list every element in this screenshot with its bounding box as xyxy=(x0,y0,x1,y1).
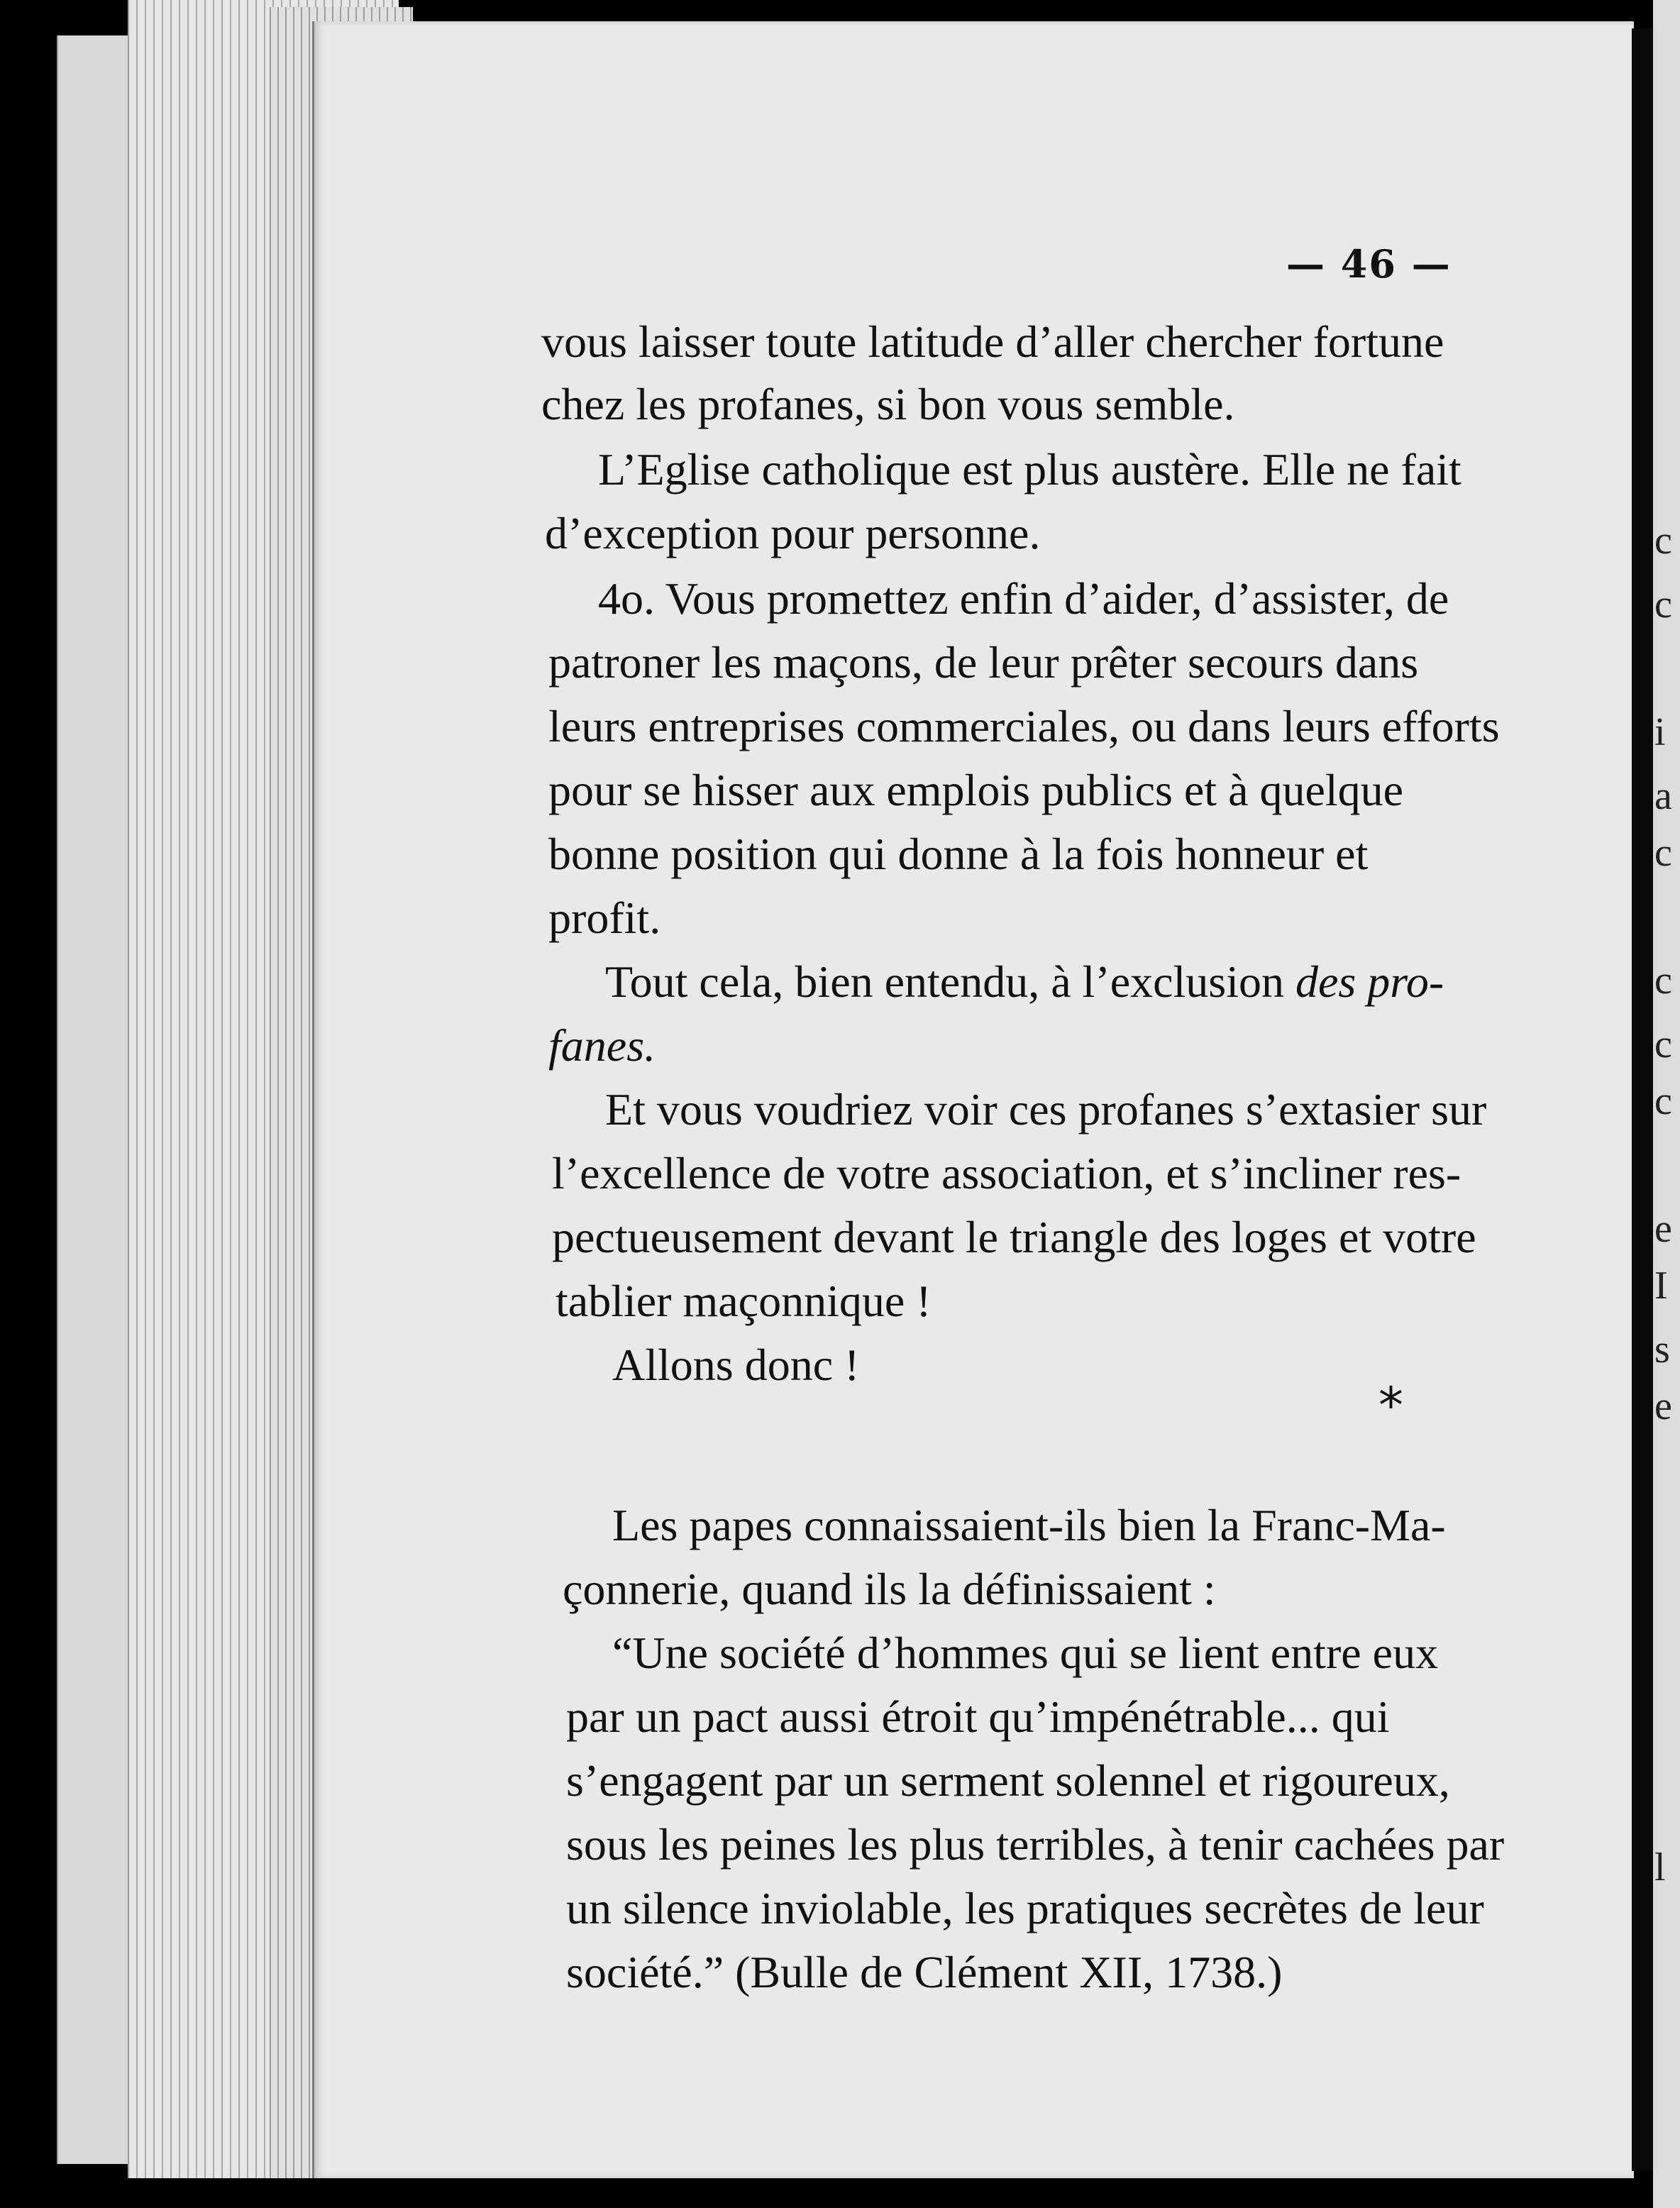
text-line: société.” (Bulle de Clément XII, 1738.) xyxy=(566,1947,1283,1997)
bleed-letter: i xyxy=(1654,710,1666,754)
text-line: patroner les maçons, de leur prêter secours dans xyxy=(548,637,1419,688)
text-line: Allons donc ! xyxy=(612,1340,860,1390)
text-line: sous les peines les plus terribles, à tenir cachées par xyxy=(566,1819,1505,1870)
next-page-sliver xyxy=(1653,0,1680,2208)
bleed-letter: c xyxy=(1654,583,1672,626)
text-line: vous laisser toute latitude d’aller chercher fortune xyxy=(541,316,1444,367)
bleed-letter: c xyxy=(1654,831,1672,875)
text-line: un silence inviolable, les pratiques secrètes de leur xyxy=(566,1883,1484,1933)
bleed-letter: c xyxy=(1654,519,1672,563)
text-line: L’Eglise catholique est plus austère. Elle ne fait xyxy=(598,444,1461,495)
italic-text: des pro- xyxy=(1295,956,1444,1007)
text-line: chez les profanes, si bon vous semble. xyxy=(541,379,1235,429)
bleed-letter: c xyxy=(1654,959,1672,1003)
text-line: Tout cela, bien entendu, à l’exclusion des pro- xyxy=(605,956,1444,1007)
text-line: profit. xyxy=(548,893,661,943)
text-line: pectueusement devant le triangle des loges et votre xyxy=(552,1212,1476,1262)
bleed-letter: c xyxy=(1654,1079,1672,1123)
text-line: 4o. Vous promettez enfin d’aider, d’assister, de xyxy=(598,573,1449,624)
text-line: d’exception pour personne. xyxy=(545,508,1041,558)
text-line: leurs entreprises commerciales, ou dans leurs efforts xyxy=(548,701,1500,751)
text-line: pour se hisser aux emplois publics et à quelque xyxy=(548,765,1404,815)
bleed-letter: I xyxy=(1654,1264,1668,1308)
page-number: — 46 — xyxy=(1286,241,1452,287)
bleed-letter: s xyxy=(1654,1327,1670,1371)
text-line xyxy=(548,1020,656,1071)
book-spine-shadow xyxy=(1632,28,1653,2171)
text-line: Les papes connaissaient-ils bien la Franc-Ma- xyxy=(612,1500,1446,1550)
bleed-letter: a xyxy=(1654,774,1672,818)
bleed-letter: e xyxy=(1654,1207,1672,1251)
text-line: l’excellence de votre association, et s’incliner res- xyxy=(552,1148,1461,1198)
text-line: Et vous voudriez voir ces profanes s’extasier sur xyxy=(605,1084,1487,1135)
text-line: “Une société d’hommes qui se lient entre eux xyxy=(612,1628,1439,1678)
text-line: bonne position qui donne à la fois honneur et xyxy=(548,829,1369,879)
bleed-letter: l xyxy=(1654,1845,1666,1889)
text-line: tablier maçonnique ! xyxy=(556,1276,932,1326)
book-page xyxy=(312,21,1634,2178)
section-asterisk: * xyxy=(1378,1376,1403,1435)
italic-text: fanes. xyxy=(548,1020,656,1071)
text-line: s’engagent par un serment solennel et rigoureux, xyxy=(566,1755,1450,1806)
bleed-letter: c xyxy=(1654,1022,1672,1066)
text-line: par un pact aussi étroit qu’impénétrable... qui xyxy=(566,1691,1390,1742)
text-line: çonnerie, quand ils la définissaient : xyxy=(563,1564,1216,1614)
bleed-letter: e xyxy=(1654,1384,1672,1428)
